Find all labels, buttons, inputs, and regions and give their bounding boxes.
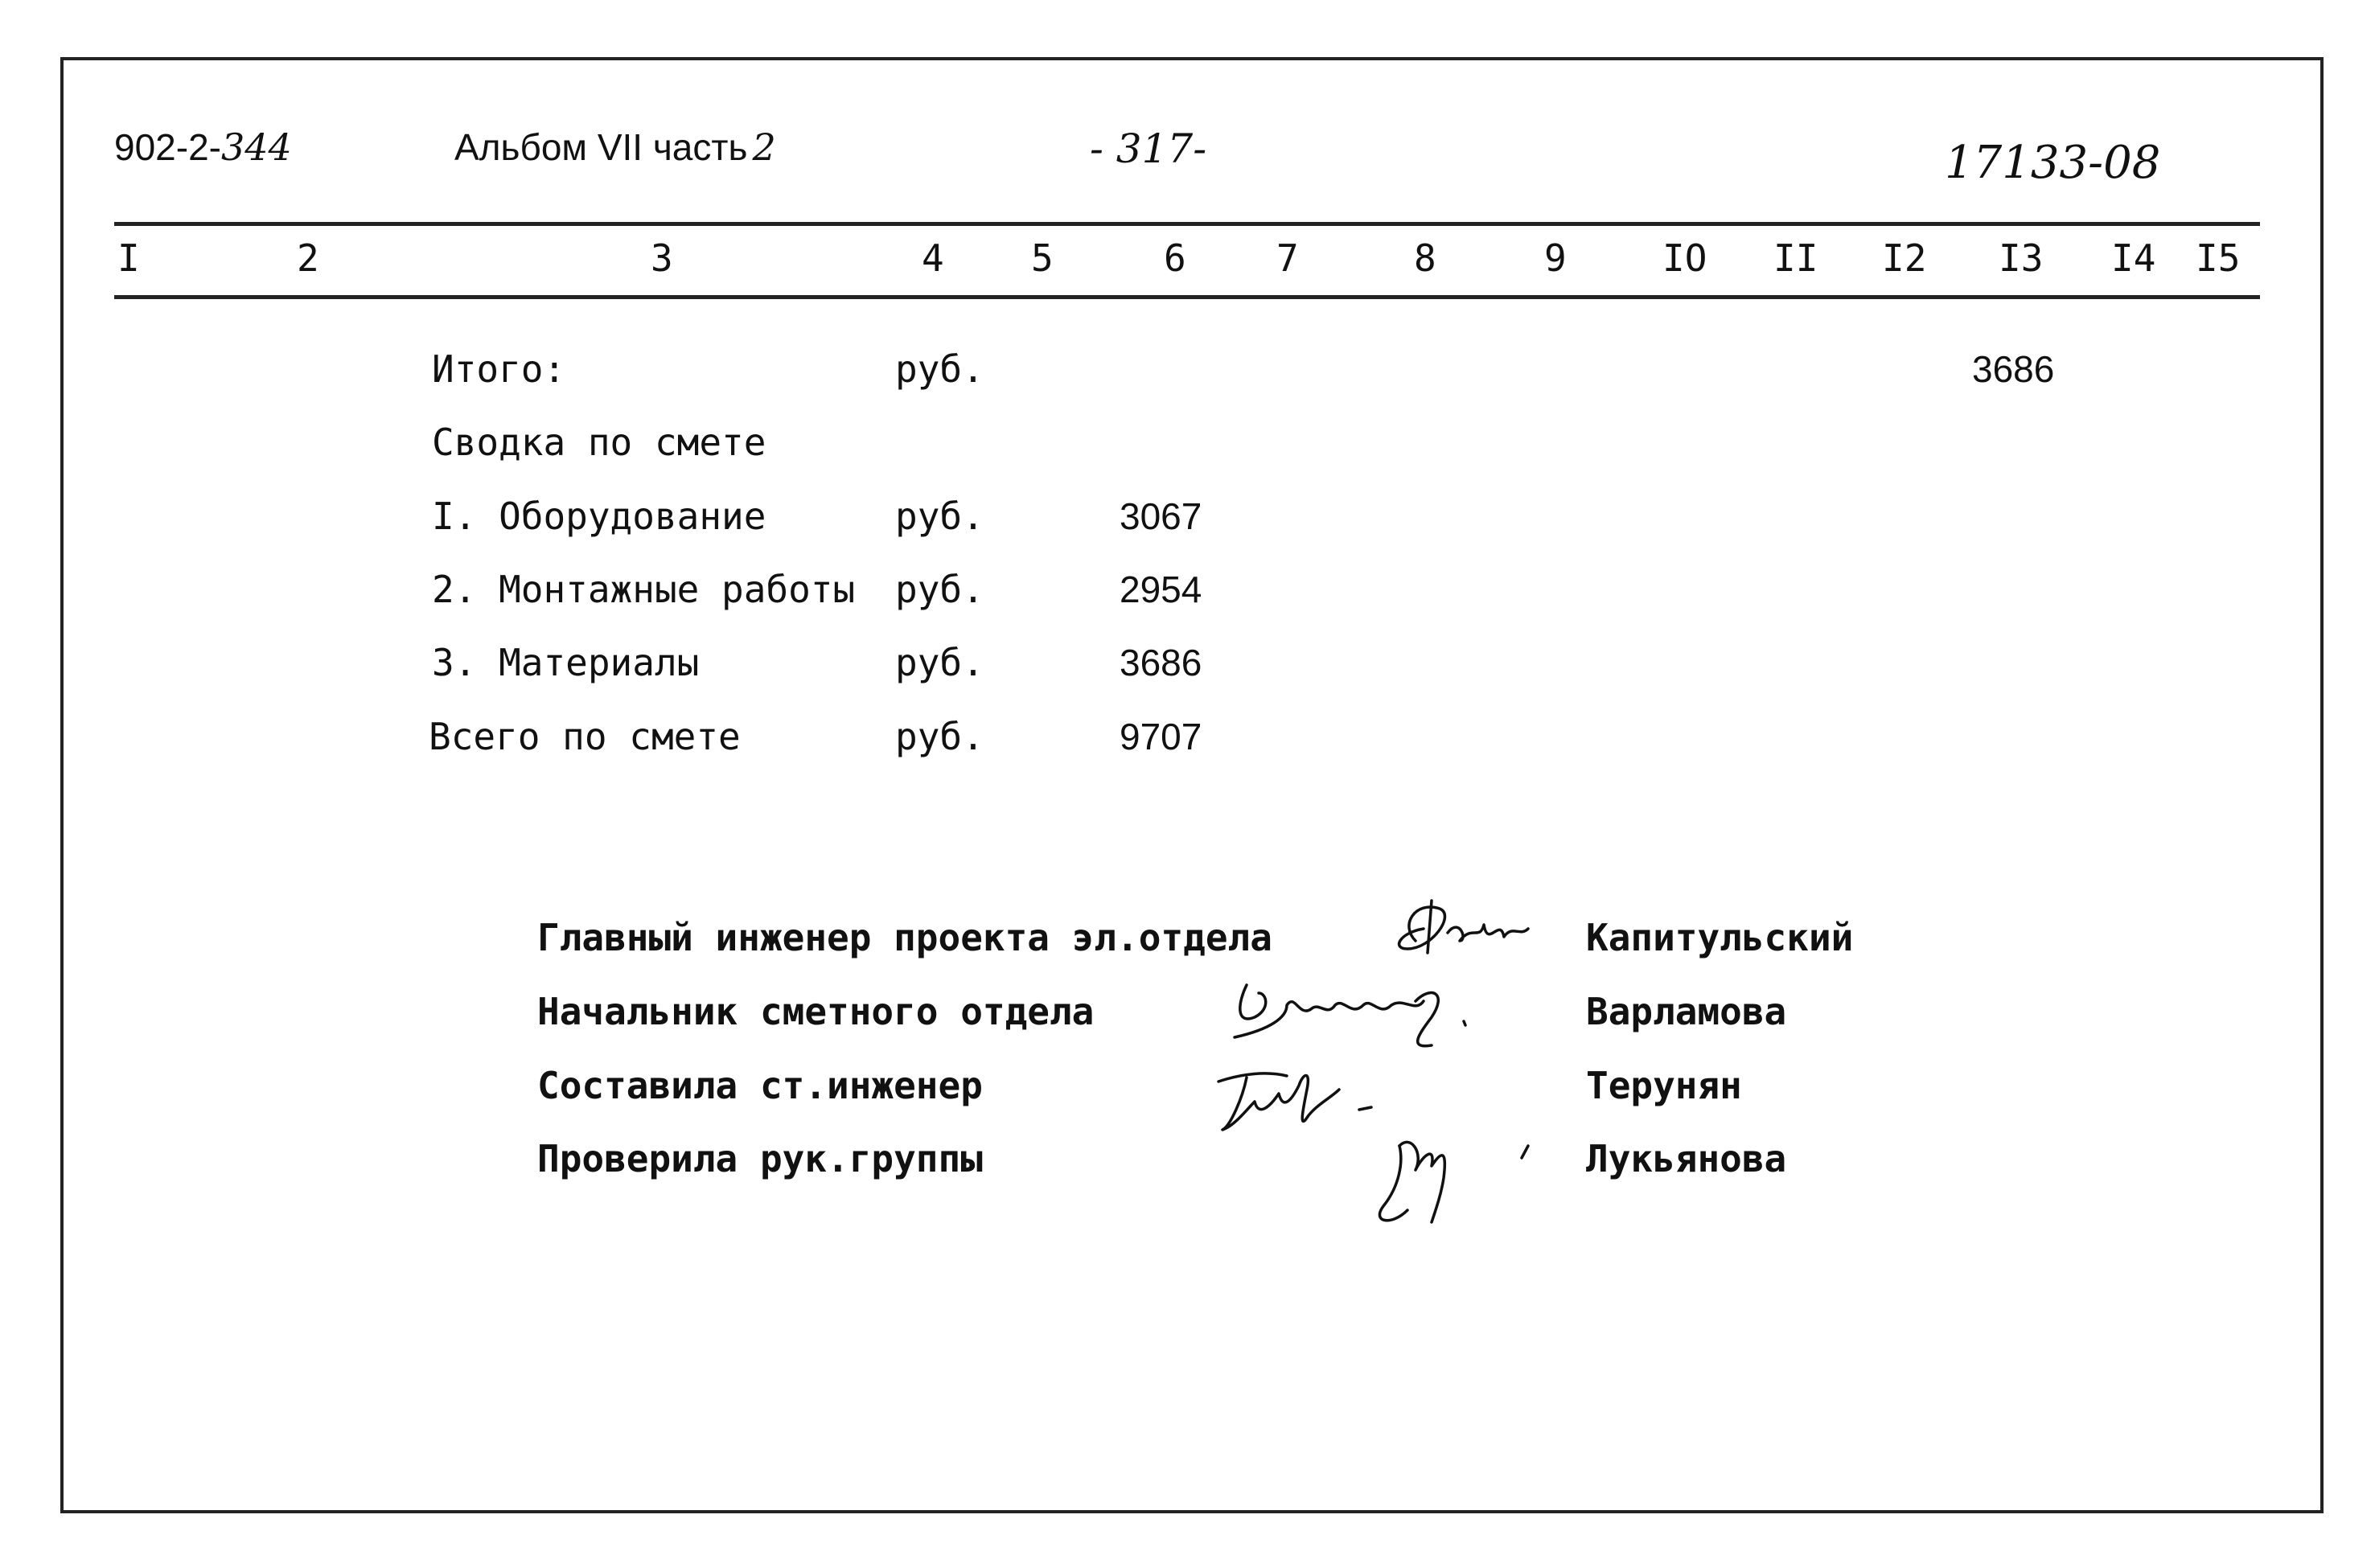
grand-total-label: Всего по смете	[429, 715, 741, 758]
album-label	[454, 125, 776, 169]
page-number: - 317-	[1090, 125, 1207, 172]
column-number: 8	[1414, 236, 1436, 280]
signer-position: Проверила рук.группы	[537, 1137, 983, 1180]
album-part: 2	[752, 125, 776, 169]
signer-name: Капитульский	[1586, 916, 1854, 959]
signer-position: Главный инженер проекта эл.отдела	[537, 916, 1272, 959]
summary-row-value: 2954	[1120, 569, 1202, 610]
header-rule-top	[114, 222, 2260, 226]
signature-lukyanova	[1367, 1130, 1552, 1234]
summary-row-unit: руб.	[895, 641, 984, 684]
column-number: 6	[1164, 236, 1186, 280]
summary-row-value: 3067	[1120, 495, 1202, 537]
doc-number: 17133-08	[1945, 137, 2161, 189]
signer-name: Лукьянова	[1586, 1137, 1787, 1180]
album-label-text: Альбом VII часть	[454, 126, 748, 168]
total-label: Итого:	[432, 347, 566, 391]
summary-row-label: 2. Монтажные работы	[432, 568, 856, 611]
column-number: I2	[1882, 236, 1927, 280]
summary-row-value: 3686	[1120, 642, 1202, 683]
total-value-col13: 3686	[1972, 348, 2055, 390]
summary-row-label: 3. Материалы	[432, 641, 700, 684]
doc-code	[114, 125, 292, 169]
column-number: 9	[1544, 236, 1567, 280]
doc-code-prefix: 902-2-	[114, 126, 221, 168]
signature-kapitulsky	[1383, 893, 1544, 965]
total-unit: руб.	[895, 347, 984, 391]
column-number: 7	[1276, 236, 1299, 280]
summary-row-unit: руб.	[895, 495, 984, 538]
column-number: I4	[2111, 236, 2156, 280]
column-number: I5	[2196, 236, 2241, 280]
column-number: I	[117, 236, 140, 280]
grand-total-value: 9707	[1120, 716, 1202, 757]
doc-code-handwritten: 344	[220, 125, 292, 169]
summary-row-unit: руб.	[895, 568, 984, 611]
summary-section-title: Сводка по смете	[432, 421, 766, 464]
signer-name: Терунян	[1586, 1064, 1742, 1107]
signer-position: Начальник сметного отдела	[537, 990, 1095, 1033]
signature-varlamova	[1222, 969, 1528, 1057]
signer-position: Составила ст.инженер	[537, 1064, 983, 1107]
header-rule-bottom	[114, 295, 2260, 299]
column-number: 3	[651, 236, 673, 280]
signer-name: Варламова	[1586, 990, 1787, 1033]
column-number: II	[1773, 236, 1818, 280]
column-number: 5	[1031, 236, 1054, 280]
column-number: 2	[297, 236, 319, 280]
column-number: I3	[1999, 236, 2044, 280]
summary-row-label: I. Оборудование	[432, 495, 766, 538]
column-number: 4	[922, 236, 944, 280]
grand-total-unit: руб.	[895, 715, 984, 758]
column-number: IO	[1662, 236, 1707, 280]
page-frame	[60, 57, 2324, 1513]
